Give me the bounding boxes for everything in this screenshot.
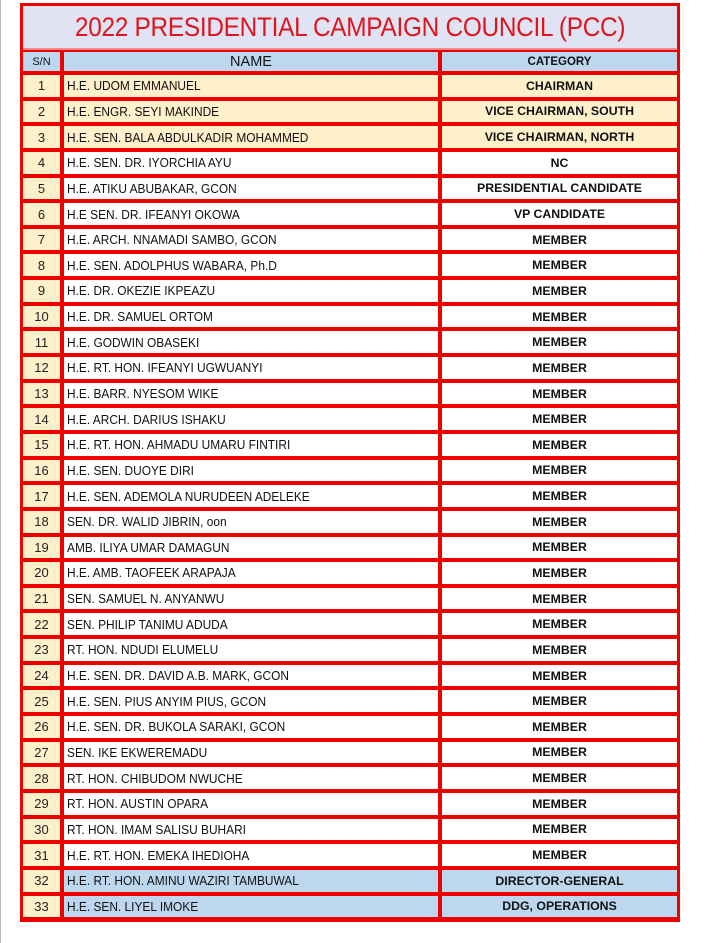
row-category: MEMBER [438,252,677,278]
row-category: MEMBER [438,637,677,663]
row-name: H.E. SEN. ADOLPHUS WABARA, Ph.D [67,257,277,273]
row-serial-number: 29 [23,791,60,817]
row-name-cell [60,868,438,894]
pcc-table-sheet [20,3,680,922]
row-category: CHAIRMAN [438,73,677,99]
row-name: H.E. SEN. DR. IYORCHIA AYU [67,155,232,171]
row-name-cell [60,688,438,714]
document-title-text: 2022 PRESIDENTIAL CAMPAIGN COUNCIL (PCC) [74,11,626,42]
row-name: H.E. SEN. DUOYE DIRI [67,462,194,478]
table-row [23,586,677,612]
row-category: MEMBER [438,842,677,868]
row-serial-number: 10 [23,304,60,330]
row-category: MEMBER [438,355,677,381]
row-serial-number: 17 [23,483,60,509]
row-category: MEMBER [438,278,677,304]
table-row [23,663,677,689]
table-row [23,535,677,561]
row-name: H.E. RT. HON. AHMADU UMARU FINTIRI [67,437,291,453]
row-name: H.E. SEN. LIYEL IMOKE [67,898,199,914]
table-row [23,432,677,458]
row-serial-number: 19 [23,535,60,561]
table-row [23,740,677,766]
table-header-row [23,50,677,73]
row-category: MEMBER [438,791,677,817]
row-name-cell [60,458,438,484]
row-category: MEMBER [438,586,677,612]
row-category: MEMBER [438,432,677,458]
row-serial-number: 27 [23,740,60,766]
row-name: H.E. RT. HON. IFEANYI UGWUANYI [67,360,263,376]
row-category: PRESIDENTIAL CANDIDATE [438,176,677,202]
table-row [23,73,677,99]
row-serial-number: 8 [23,252,60,278]
table-row [23,894,677,920]
document-title [23,6,677,50]
table-row [23,150,677,176]
row-name-cell [60,611,438,637]
row-serial-number: 7 [23,227,60,253]
row-name: H.E. RT. HON. EMEKA IHEDIOHA [67,847,250,863]
row-name: H.E. SEN. DR. BUKOLA SARAKI, GCON [67,719,286,735]
row-name: H.E. DR. OKEZIE IKPEAZU [67,283,216,299]
row-name-cell [60,252,438,278]
row-name-cell [60,201,438,227]
row-name: RT. HON. CHIBUDOM NWUCHE [67,770,243,786]
row-name-cell [60,894,438,920]
row-name: H.E. RT. HON. AMINU WAZIRI TAMBUWAL [67,873,299,889]
row-serial-number: 32 [23,868,60,894]
row-name: H.E. SEN. BALA ABDULKADIR MOHAMMED [67,129,309,145]
row-name-cell [60,740,438,766]
table-row [23,868,677,894]
row-serial-number: 21 [23,586,60,612]
row-name: H.E. BARR. NYESOM WIKE [67,386,219,401]
row-name: H.E. SEN. ADEMOLA NURUDEEN ADELEKE [67,488,310,504]
table-row [23,791,677,817]
row-name: H.E. ARCH. DARIUS ISHAKU [67,411,226,427]
table-row [23,509,677,535]
row-category: MEMBER [438,329,677,355]
table-body [23,73,677,919]
table-row [23,817,677,843]
row-serial-number: 24 [23,663,60,689]
row-serial-number: 9 [23,278,60,304]
row-name: H.E. DR. SAMUEL ORTOM [67,309,213,325]
row-name: AMB. ILIYA UMAR DAMAGUN [67,539,230,555]
row-category: MEMBER [438,509,677,535]
row-name-cell [60,765,438,791]
table-row [23,278,677,304]
row-serial-number: 15 [23,432,60,458]
row-category: DIRECTOR-GENERAL [438,868,677,894]
row-name: H.E. AMB. TAOFEEK ARAPAJA [67,565,236,581]
row-category: MEMBER [438,227,677,253]
row-serial-number: 4 [23,150,60,176]
row-name: SEN. PHILIP TANIMU ADUDA [67,616,228,632]
row-name: H.E SEN. DR. IFEANYI OKOWA [67,206,240,222]
row-name-cell [60,176,438,202]
row-category: MEMBER [438,611,677,637]
row-name-cell [60,381,438,407]
table-row [23,381,677,407]
row-category: MEMBER [438,406,677,432]
row-name-cell [60,560,438,586]
column-header-sn: S/N [23,50,60,73]
row-category: VICE CHAIRMAN, NORTH [438,124,677,150]
row-serial-number: 18 [23,509,60,535]
row-serial-number: 12 [23,355,60,381]
row-name-cell [60,714,438,740]
row-name-cell [60,124,438,150]
row-serial-number: 33 [23,894,60,920]
page-edge [0,0,1,943]
column-header-category: CATEGORY [438,50,677,73]
row-name-cell [60,227,438,253]
row-category: MEMBER [438,663,677,689]
row-serial-number: 20 [23,560,60,586]
row-name: RT. HON. NDUDI ELUMELU [67,642,219,658]
row-name-cell [60,483,438,509]
row-name-cell [60,304,438,330]
table-row [23,329,677,355]
row-name-cell [60,355,438,381]
row-name-cell [60,329,438,355]
row-category: VP CANDIDATE [438,201,677,227]
row-serial-number: 22 [23,611,60,637]
row-category: DDG, OPERATIONS [438,894,677,920]
table-row [23,252,677,278]
row-category: MEMBER [438,381,677,407]
table-row [23,176,677,202]
row-name: H.E. SEN. PIUS ANYIM PIUS, GCON [67,693,267,709]
row-name-cell [60,663,438,689]
row-name-cell [60,73,438,99]
row-serial-number: 23 [23,637,60,663]
row-name: H.E. ATIKU ABUBAKAR, GCON [67,180,237,196]
table-row [23,714,677,740]
table-row [23,842,677,868]
row-category: MEMBER [438,535,677,561]
members-table [23,50,677,919]
row-serial-number: 25 [23,688,60,714]
row-name-cell [60,586,438,612]
row-name: RT. HON. IMAM SALISU BUHARI [67,821,246,837]
row-category: MEMBER [438,560,677,586]
row-name: H.E. ARCH. NNAMADI SAMBO, GCON [67,232,277,248]
table-row [23,560,677,586]
table-row [23,406,677,432]
table-row [23,458,677,484]
row-name: H.E. UDOM EMMANUEL [67,78,201,94]
row-category: MEMBER [438,304,677,330]
row-serial-number: 30 [23,817,60,843]
row-name-cell [60,535,438,561]
row-category: MEMBER [438,714,677,740]
row-serial-number: 13 [23,381,60,407]
table-row [23,124,677,150]
row-category: MEMBER [438,817,677,843]
row-category: MEMBER [438,765,677,791]
row-name-cell [60,432,438,458]
table-row [23,201,677,227]
table-row [23,99,677,125]
table-row [23,483,677,509]
row-category: MEMBER [438,483,677,509]
row-name-cell [60,278,438,304]
row-category: MEMBER [438,458,677,484]
table-row [23,611,677,637]
row-category: MEMBER [438,740,677,766]
table-row [23,355,677,381]
row-serial-number: 1 [23,73,60,99]
row-name: H.E. ENGR. SEYI MAKINDE [67,103,220,119]
row-serial-number: 31 [23,842,60,868]
row-name-cell [60,99,438,125]
row-name: SEN. SAMUEL N. ANYANWU [67,591,225,607]
row-name-cell [60,637,438,663]
table-row [23,227,677,253]
row-name-cell [60,791,438,817]
row-serial-number: 16 [23,458,60,484]
row-name: H.E. SEN. DR. DAVID A.B. MARK, GCON [67,668,289,684]
row-name: H.E. GODWIN OBASEKI [67,334,200,350]
row-name-cell [60,842,438,868]
row-category: NC [438,150,677,176]
row-name-cell [60,150,438,176]
row-serial-number: 3 [23,124,60,150]
row-serial-number: 14 [23,406,60,432]
row-name: RT. HON. AUSTIN OPARA [67,796,209,812]
table-row [23,765,677,791]
row-serial-number: 2 [23,99,60,125]
row-name-cell [60,509,438,535]
row-name: SEN. DR. WALID JIBRIN, oon [67,514,227,530]
row-name-cell [60,406,438,432]
row-name-cell [60,817,438,843]
row-serial-number: 6 [23,201,60,227]
row-serial-number: 28 [23,765,60,791]
row-category: MEMBER [438,688,677,714]
column-header-name: NAME [60,50,438,73]
row-serial-number: 26 [23,714,60,740]
row-category: VICE CHAIRMAN, SOUTH [438,99,677,125]
row-serial-number: 5 [23,176,60,202]
row-serial-number: 11 [23,329,60,355]
table-row [23,637,677,663]
table-row [23,304,677,330]
row-name: SEN. IKE EKWEREMADU [67,744,208,760]
table-row [23,688,677,714]
